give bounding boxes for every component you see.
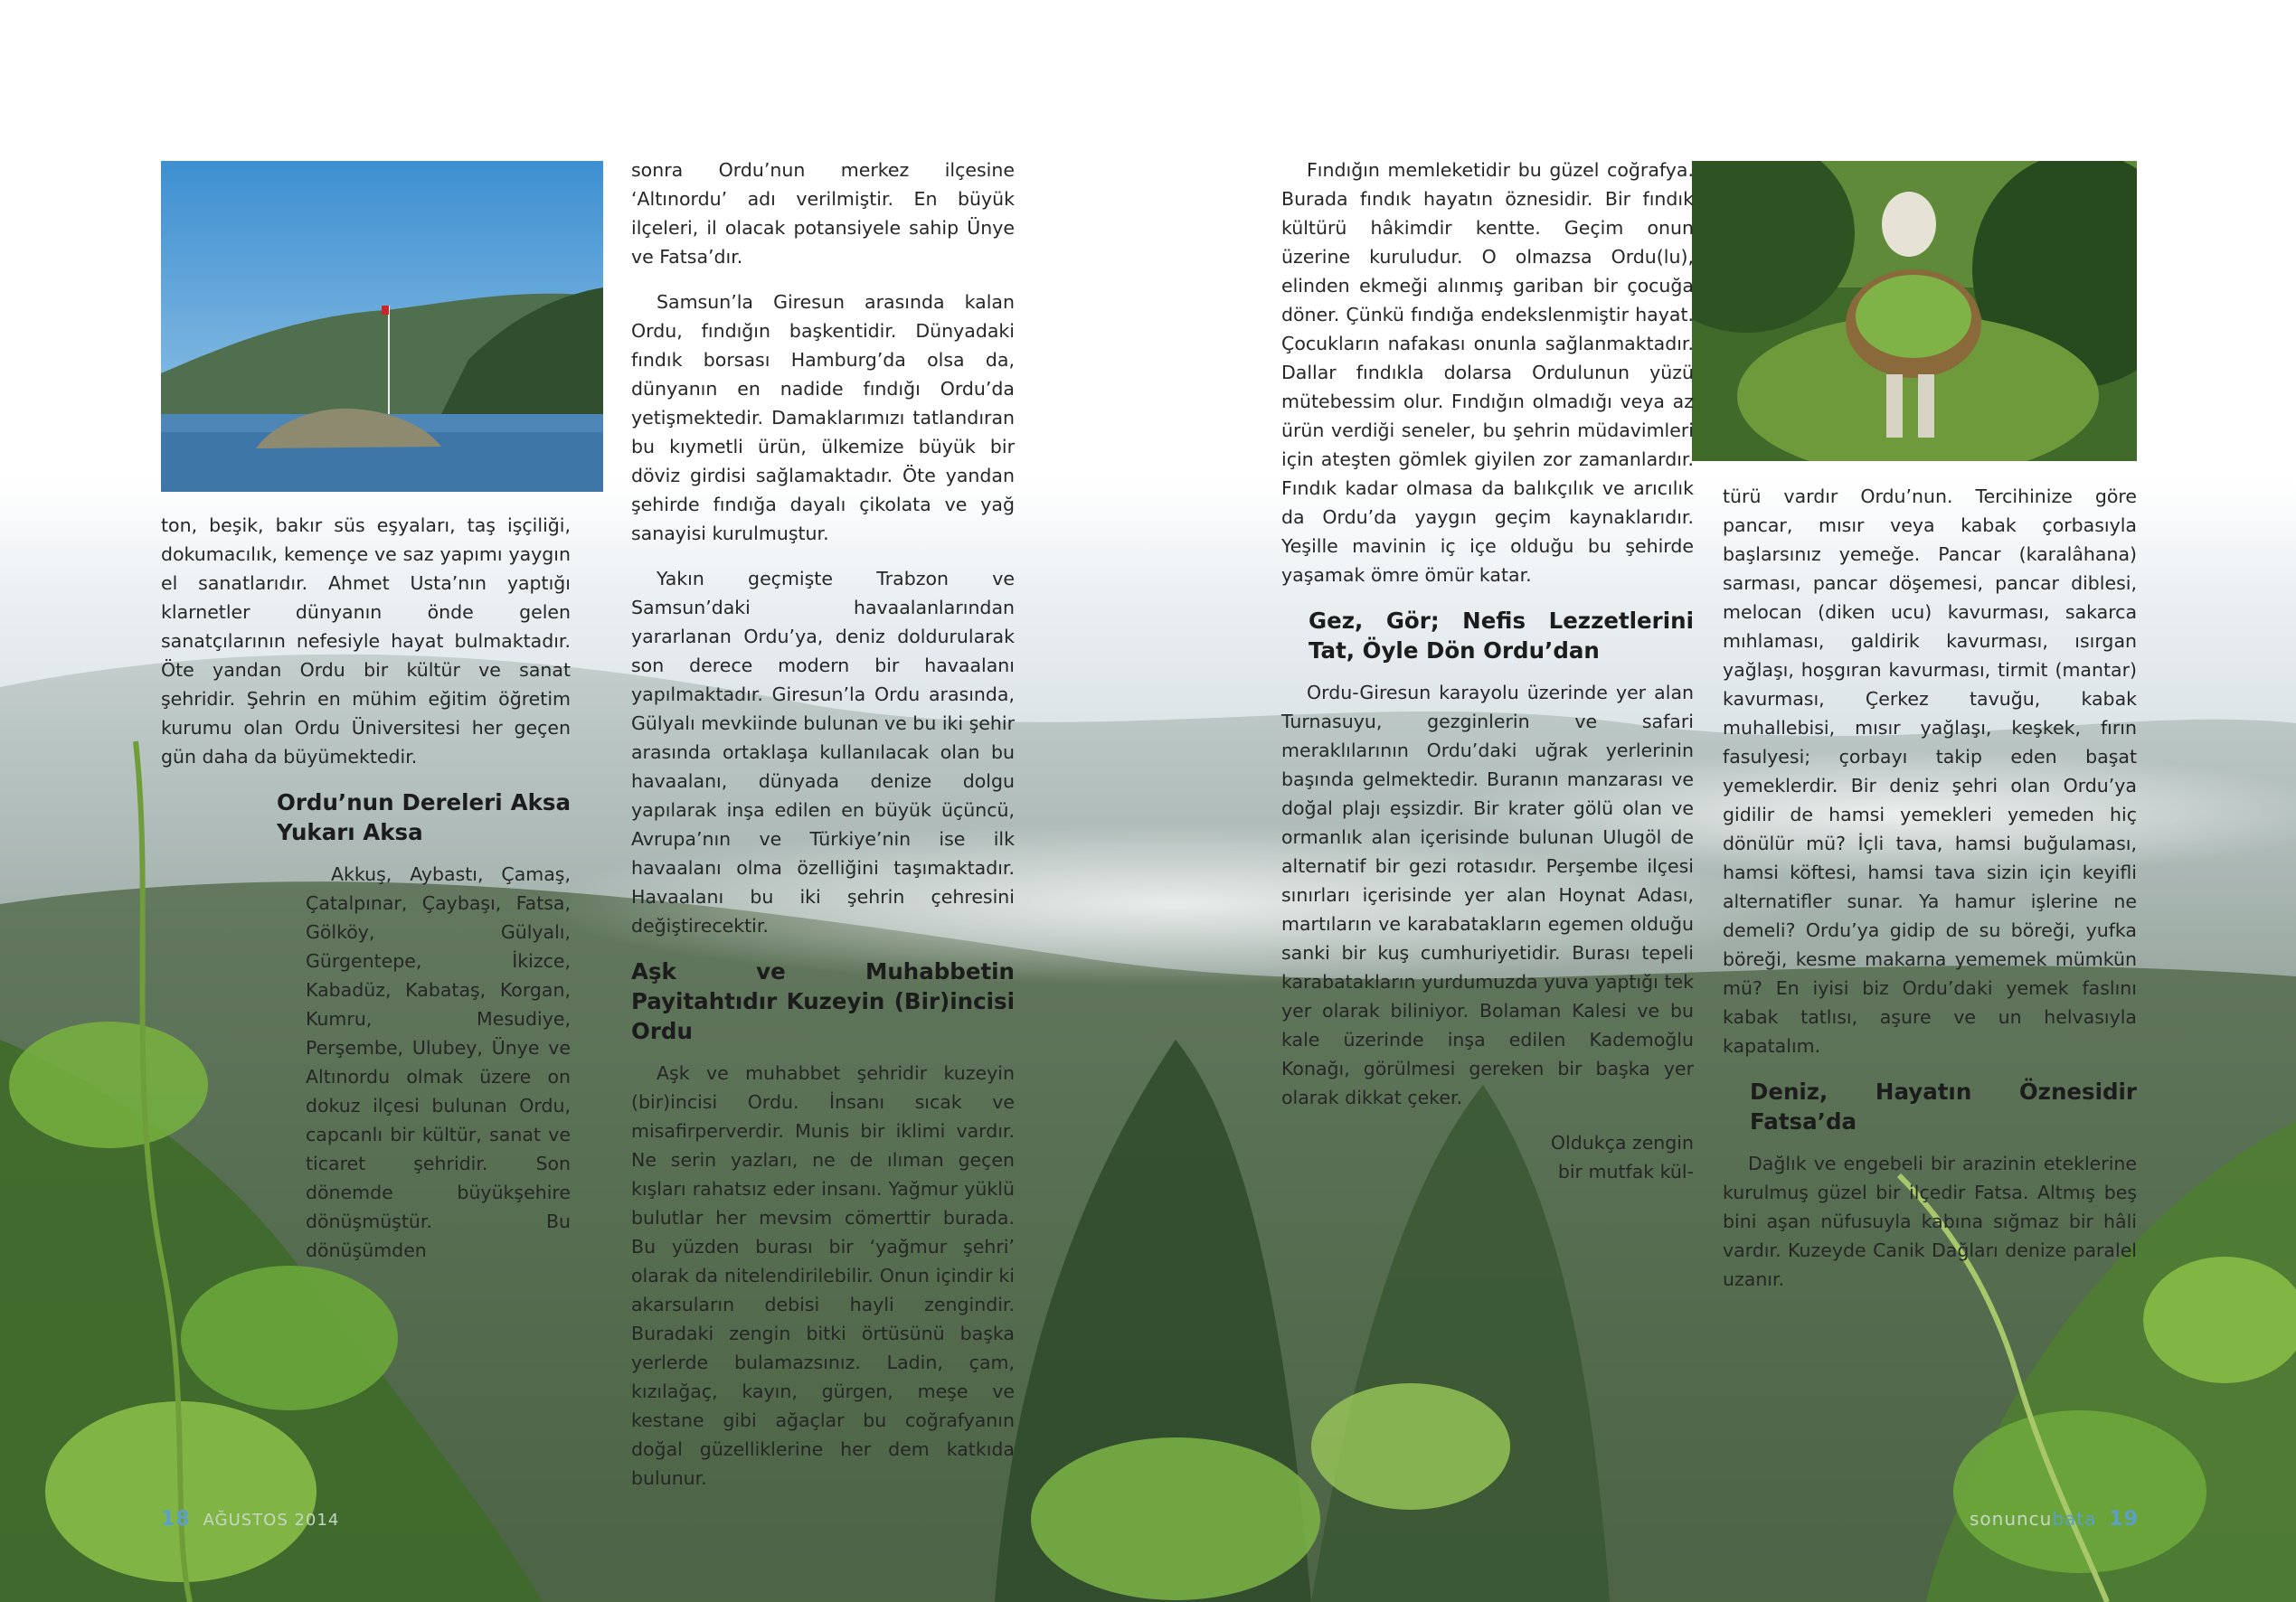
column-3-paragraph-3: Oldukça zengin bir mutfak kül-	[1550, 1132, 1694, 1183]
footer-brand-second-part: bata	[2052, 1508, 2097, 1530]
column-3-paragraph-2: Ordu-Giresun karayolu üzerinde yer alan Turnasuyu, gezginlerin ve safari meraklılarının Ordu’daki uğrak yerlerinin başında gelmektedir. Buranın manzarası ve doğal plajı eşsizdir. Bir krater gölü olan ve ormanlık alan içerisinde bulunan Ulugöl de alternatif bir gezi rotasıdır. Perşembe ilçesi sınırları içerisinde yer alan Hoynat Adası, martıların ve karabatakların egemen olduğu sanki bir kuş cumhuriyetidir. Burası tepeli karabatakların yurdumuzda yuva yaptığı tek yer olarak biliniyor. Bolaman Kalesi ve bu kale üzerinde inşa edilen Kademoğlu Konağı, görülmesi gereken bir başka yer olarak dikkat çeker.	[1281, 682, 1694, 1108]
column-2-heading: Aşk ve Muhabbetin Payitahtıdır Kuzeyin (Bir)incisi Ordu	[631, 958, 1015, 1044]
column-4-paragraph-2: Dağlık ve engebeli bir arazinin eteklerine kurulmuş güzel bir ilçedir Fatsa. Altmış beş bini aşan nüfusuyla kabına sığmaz bir hâli vardır. Kuzeyde Canik Dağları denize paralel uzanır.	[1723, 1153, 2137, 1290]
right-page-footer	[1970, 1508, 2139, 1531]
footer-brand-first-part: sonuncu	[1970, 1508, 2053, 1530]
left-page-number: 18	[161, 1508, 191, 1531]
hazelnut-harvest-photo	[1692, 161, 2137, 461]
column-1-heading: Ordu’nun Dereleri Aksa Yukarı Aksa	[277, 789, 571, 845]
column-1-intro-paragraph: ton, beşik, bakır süs eşyaları, taş işçiliği, dokumacılık, kemençe ve saz yapımı yaygın el sanatlarıdır. Ahmet Usta’nın yaptığı klarnetler dünyanın önde gelen sanatçılarının nefesiyle hayat bulmaktadır. Öte yandan Ordu bir kültür ve sanat şehridir. Şehrin en mühim eğitim öğretim kurumu olan Ordu Üniversitesi her geçen gün daha da büyümektedir.	[161, 514, 571, 768]
column-1-body-paragraph: Akkuş, Aybastı, Çamaş, Çatalpınar, Çaybaşı, Fatsa, Gölköy, Gülyalı, Gürgentepe, İkizce, Kabadüz, Kabataş, Korgan, Kumru, Mesudiye, Perşembe, Ulubey, Ünye ve Altınordu olmak üzere on dokuz ilçesi bulunan Ordu, capcanlı bir kültür, sanat ve ticaret şehridir. Son dönemde büyükşehire dönüşmüştür. Bu dönüşümden	[306, 863, 571, 1261]
column-2-paragraph-2: Samsun’la Giresun arasında kalan Ordu, fındığın başkentidir. Dünyadaki fındık borsası Hamburg’da olsa da, dünyanın en nadide fındığı Ordu’da yetişmektedir. Damaklarımızı tatlandıran bu kıymetli ürün, ülkemize büyük bir döviz girdisi sağlamaktadır. Öte yandan şehirde fındığa dayalı çikolata ve yağ sanayisi kurulmuştur.	[631, 291, 1015, 544]
left-page-footer	[161, 1508, 339, 1531]
column-3-heading: Gez, Gör; Nefis Lezzetlerini Tat, Öyle Dön Ordu’dan	[1309, 608, 1694, 664]
column-4-heading: Deniz, Hayatın Öznesidir Fatsa’da	[1750, 1079, 2137, 1135]
right-page-column-2	[1723, 482, 2137, 1310]
column-2-paragraph-3: Yakın geçmişte Trabzon ve Samsun’daki havaalanlarından yararlanan Ordu’ya, deniz doldurularak son derece modern bir havaalanı yapılmaktadır. Giresun’la Ordu arasında, Gülyalı mevkiinde bulunan ve bu iki şehir arasında ortaklaşa kullanılacak olan bu havaalanı, dünyada denize dolgu yapılarak inşa edilen en büyük üçüncü, Avrupa’nın ve Türkiye’nin ise ilk havaalanı olma özelliğini taşımaktadır. Havaalanı bu iki şehrin çehresini değiştirecektir.	[631, 568, 1016, 937]
islet-photo	[161, 161, 603, 492]
column-3-paragraph-1: Fındığın memleketidir bu güzel coğrafya. Burada fındık hayatın öznesidir. Bir fındık kültürü hâkimdir kentte. Geçim onun üzerine kuruludur. O olmazsa Ordu(lu), elinden ekmeği alınmış gariban bir çocuğa döner. Çünkü fındığa endekslenmiştir hayat. Çocukların nafakası onunla sağlanmaktadır. Dallar fındıkla dolarsa Ordulunun yüzü mütebessim olur. Fındığın olmadığı veya az ürün verdiği seneler, bu şehrin müdavimleri için ateşten gömlek giyilen zor zamanlardır. Fındık kadar olmasa da balıkçılık ve arıcılık da Ordu’da yaygın geçim kaynaklarıdır. Yeşille mavinin iç içe olduğu bu şehirde yaşamak ömre ömür katar.	[1281, 159, 1694, 586]
left-footer-issue-date: AĞUSTOS 2014	[203, 1511, 340, 1530]
right-page-number: 19	[2109, 1508, 2140, 1531]
left-page-column-1	[161, 511, 571, 1281]
column-2-paragraph-1: sonra Ordu’nun merkez ilçesine ‘Altınordu’ adı verilmiştir. En büyük ilçeleri, il olacak potansiyele sahip Ünye ve Fatsa’dır.	[631, 159, 1015, 268]
right-page-column-1	[1281, 155, 1694, 1202]
left-page-column-2	[631, 155, 1015, 1509]
column-2-paragraph-4: Aşk ve muhabbet şehridir kuzeyin (bir)incisi Ordu. İnsanı sıcak ve misafirperverdir. Munis bir iklimi vardır. Ne serin yazları, ne de ılıman geçen kışları rahatsız eder insanı. Yağmur yüklü bulutlar her mevsim cömerttir burada. Bu yüzden burası bir ‘yağmur şehri’ olarak da nitelendirilebilir. Onun içindir ki akarsuların debisi hayli zengindir. Buradaki zengin bitki örtüsünü başka yerlerde bulamazsınız. Ladin, çam, kızılağaç, kayın, gürgen, meşe ve kestane gibi ağaçlar bu coğrafyanın doğal güzelliklerine her dem katkıda bulunur.	[631, 1062, 1015, 1489]
column-4-paragraph-1: türü vardır Ordu’nun. Tercihinize göre pancar, mısır veya kabak çorbasıyla başlarsınız yemeğe. Pancar (karalâhana) sarması, pancar döşemesi, pancar diblesi, melocan (diken ucu) kavurması, sakarca mıhlaması, galdirik kavurması, ısırgan yağlaşı, hoşgıran kavurması, tirmit (mantar) kavurması, Çerkez tavuğu, kabak muhallebisi, mısır yağlaşı, keşkek, fırın fasulyesi; çorbayı takip eden başat yemeklerdir. Bir deniz şehri olan Ordu’ya gidilir de hamsi yemekleri yemeden hiç dönülür mü? İçli tava, hamsi buğulaması, hamsi köftesi, hamsi tava sizin için keyifli alternatifler sunar. Ya hamur işlerine ne demeli? Ordu’ya gidip de su böreği, yufka böreği, kesme makarna yememek mümkün mü? En iyisi biz Ordu’daki yemek faslını kabak tatlısı, aşure ve un helvasıyla kapatalım.	[1723, 485, 2137, 1057]
